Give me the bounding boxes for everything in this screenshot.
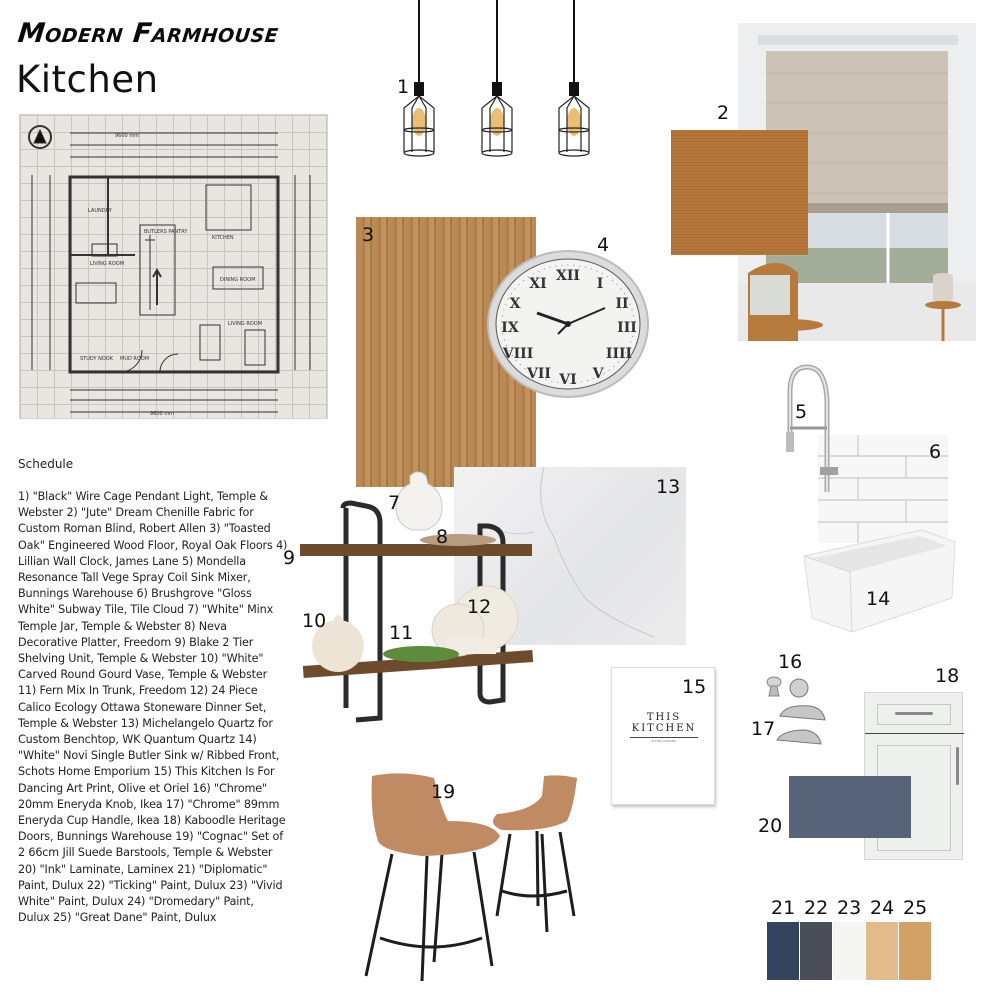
item-number-9: 9 (283, 547, 296, 569)
paint-swatch-dromedary (866, 922, 898, 980)
poster-rule (630, 737, 698, 738)
shelving-unit-icon (298, 468, 538, 723)
svg-text:VI: VI (559, 372, 577, 388)
svg-text:I: I (596, 276, 604, 292)
paint-swatch-vivid-white (833, 922, 865, 980)
svg-text:XI: XI (529, 276, 547, 292)
item-number-17: 17 (751, 718, 776, 740)
item-number-8: 8 (436, 526, 449, 548)
paint-swatch-diplomatic (767, 922, 799, 980)
item-number-20: 20 (758, 815, 783, 837)
item-number-6: 6 (929, 441, 942, 463)
paint-swatch-great-dane (899, 922, 931, 980)
svg-text:II: II (615, 296, 629, 312)
svg-text:STUDY NOOK: STUDY NOOK (80, 356, 113, 362)
pendant-light-icon (472, 0, 522, 160)
butler-sink-icon (802, 528, 957, 634)
item-number-7: 7 (388, 492, 401, 514)
art-print (611, 667, 715, 805)
wall-clock-icon (487, 250, 649, 398)
board-subtitle: Kitchen (16, 58, 159, 101)
svg-text:X: X (509, 296, 521, 312)
svg-text:KITCHEN: KITCHEN (212, 235, 234, 241)
item-number-19: 19 (431, 781, 456, 803)
item-number-4: 4 (597, 234, 610, 256)
item-number-10: 10 (302, 610, 327, 632)
poster-subtitle: IS FOR DANCING (651, 739, 677, 743)
palette-number-25: 25 (903, 897, 928, 919)
item-number-18: 18 (935, 665, 960, 687)
poster-line2: KITCHEN (631, 723, 697, 734)
svg-text:VIII: VIII (502, 346, 534, 362)
paint-swatch-ticking (800, 922, 832, 980)
palette-number-23: 23 (837, 897, 862, 919)
svg-text:9600 mm: 9600 mm (150, 411, 175, 417)
board-title: Modern Farmhouse (16, 18, 281, 49)
door-handle (956, 747, 959, 785)
svg-text:LIVING ROOM: LIVING ROOM (228, 321, 263, 327)
item-number-11: 11 (389, 622, 414, 644)
item-number-2: 2 (717, 102, 730, 124)
palette-number-21: 21 (771, 897, 796, 919)
svg-text:V: V (592, 366, 604, 382)
door-divider (865, 733, 964, 734)
item-number-5: 5 (795, 401, 808, 423)
item-number-16: 16 (778, 651, 803, 673)
jute-fabric-swatch (671, 130, 808, 255)
item-number-15: 15 (682, 676, 707, 698)
svg-text:BUTLERS PANTRY: BUTLERS PANTRY (144, 229, 188, 235)
svg-text:IX: IX (501, 320, 519, 336)
item-number-1: 1 (397, 76, 410, 98)
svg-text:XII: XII (556, 268, 580, 284)
drawer-handle (895, 712, 933, 715)
item-number-14: 14 (866, 588, 891, 610)
floor-plan (19, 114, 328, 419)
svg-text:9600 mm: 9600 mm (115, 133, 140, 139)
svg-text:VII: VII (527, 366, 551, 382)
barstools-icon (352, 766, 577, 981)
poster-line1: THIS (646, 712, 682, 723)
schedule-heading: Schedule (18, 457, 74, 471)
sink-mixer-icon (782, 362, 852, 492)
svg-text:III: III (617, 320, 637, 336)
schedule-text: 1) "Black" Wire Cage Pendant Light, Temple & Webster 2) "Jute" Dream Chenille Fabric for Custom Roman Blind, Robert Allen 3) "Toasted Oak" Engineered Wood Floor, Royal Oak Floors 4) Lillian Wall Clock, James Lane 5) Mondella Resonance Tall Vege Spray Coil Sink Mixer, Bunnings Warehouse 6) Brushgrove "Gloss White" Subway Tile, Tile Cloud 7) "White" Minx Temple Jar, Temple & Webster 8) Neva Decorative Platter, Freedom 9) Blake 2 Tier Shelving Unit, Temple & Webster 10) "White" Carved Round Gourd Vase, Temple & Webster 11) Fern Mix In Trunk, Freedom 12) 24 Piece Calico Ecology Ottawa Stoneware Dinner Set, Temple & Webster 13) Michelangelo Quartz for Custom Benchtop, WK Quantum Quartz 14) "White" Novi Single Butler Sink w/ Ribbed Front, Schots Home Emporium 15) This Kitchen Is For Dancing Art Print, Olive et Oriel 16) "Chrome" 20mm Eneryda Knob, Ikea 17) "Chrome" 89mm Eneryda Cup Handle, Ikea 18) Kaboodle Heritage Doors, Bunnings Warehouse 19) "Cognac" Set of 2 66cm Jill Suede Barstools, Temple & Webster 20) "Ink" Laminate, Laminex 21) "Diplomatic" Paint, Dulux 22) "Ticking" Paint, Dulux 23) "Vivid White" Paint, Dulux 24) "Dromedary" Paint, Dulux 25) "Great Dane" Paint, Dulux (18, 490, 288, 925)
item-number-3: 3 (362, 224, 375, 246)
palette-number-24: 24 (870, 897, 895, 919)
item-number-13: 13 (656, 476, 681, 498)
svg-text:MUD ROOM: MUD ROOM (120, 356, 150, 362)
svg-text:LIVING ROOM: LIVING ROOM (90, 261, 125, 267)
svg-text:DINING ROOM: DINING ROOM (220, 277, 256, 283)
svg-text:IIII: IIII (605, 346, 633, 362)
ink-laminate-swatch (789, 776, 911, 838)
svg-text:LAUNDRY: LAUNDRY (88, 208, 112, 214)
palette-number-22: 22 (804, 897, 829, 919)
floor-plan-drawing (20, 115, 328, 419)
pendant-light-icon (549, 0, 599, 160)
pendant-light-icon (394, 0, 444, 160)
item-number-12: 12 (467, 596, 492, 618)
